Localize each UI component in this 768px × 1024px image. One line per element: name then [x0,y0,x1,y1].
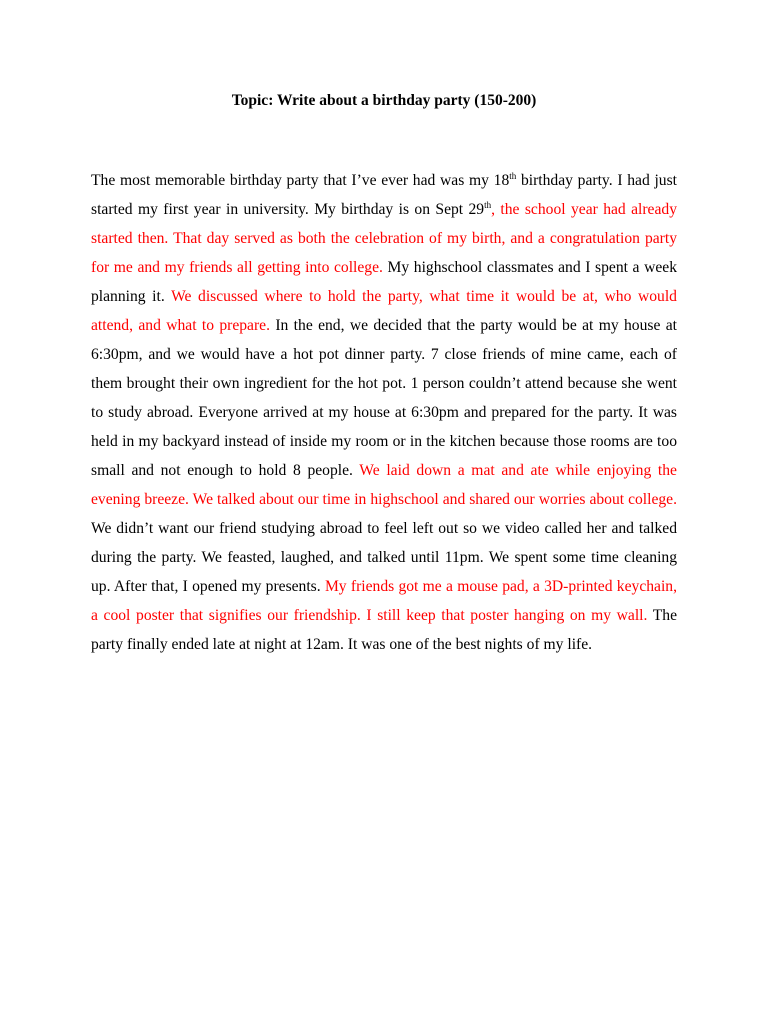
highlighted-text-run: We discussed where to hold the party, what time it would be at, who would attend, and what to prepare. [91,288,677,334]
text-run: We didn’t want our friend studying abroad to feel left out so we video called her and talked during the party. We feasted, laughed, and talked until 11pm. We spent some time cleaning up. After that, I opened my presents. [91,520,677,595]
essay-paragraph [91,166,677,659]
highlighted-text-run: , the school year had already started then. That day served as both the celebration of my birth, and a congratulation party for me and my friends all getting into college. [91,201,677,276]
text-run: In the end, we decided that the party would be at my house at 6:30pm, and we would have a hot pot dinner party. 7 close friends of mine came, each of them brought their own ingredient for the hot pot. 1 person couldn’t attend because she went to study abroad. Everyone arrived at my house at 6:30pm and prepared for the party. It was held in my backyard instead of inside my room or in the kitchen because those rooms are too small and not enough to hold 8 people. [91,317,677,479]
superscript: th [509,170,517,181]
text-run: The most memorable birthday party that I’ve ever had was my 18 [91,172,510,189]
text-run: birthday party. I had just started my first year in university. My birthday is on Sept 29 [91,172,677,218]
highlighted-text-run: My friends got me a mouse pad, a 3D-printed keychain, a cool poster that signifies our friendship. I still keep that poster hanging on my wall. [91,578,677,624]
document-title: Topic: Write about a birthday party (150-200) [231,92,537,109]
highlighted-text-run: We laid down a mat and ate while enjoying the evening breeze. We talked about our time in highschool and shared our worries about college. [91,462,677,508]
text-run: My highschool classmates and I spent a week planning it. [91,259,677,305]
text-run: The party finally ended late at night at 12am. It was one of the best nights of my life. [91,607,677,653]
superscript: th [484,199,492,210]
